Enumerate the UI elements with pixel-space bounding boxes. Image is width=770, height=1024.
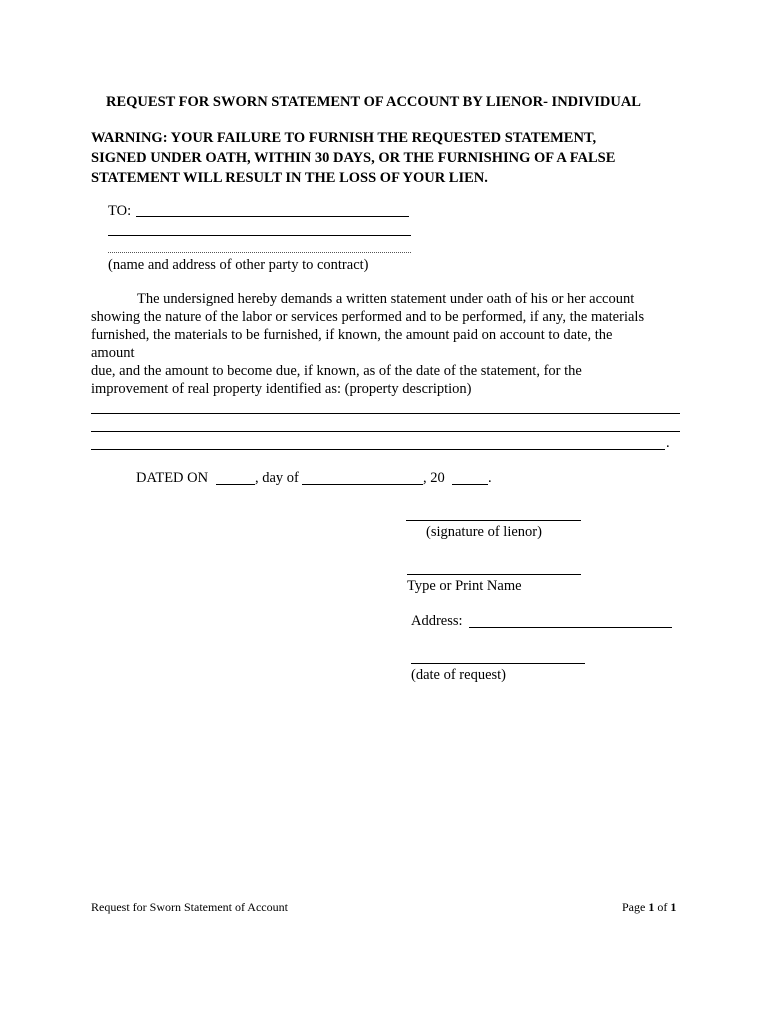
property-line-3[interactable] (91, 449, 665, 450)
print-name-line[interactable] (407, 574, 581, 575)
page-total: 1 (670, 900, 677, 914)
date-request-line[interactable] (411, 663, 585, 664)
address-label: Address: (411, 613, 463, 629)
to-address-line-2[interactable] (108, 252, 411, 253)
property-period: . (666, 435, 670, 451)
dated-month-line[interactable] (302, 484, 423, 485)
paragraph-line-5: due, and the amount to become due, if known, as of the date of the statement, for the (91, 363, 582, 379)
warning-block (91, 128, 615, 188)
page-current: 1 (648, 900, 655, 914)
to-address-line-1[interactable] (108, 235, 411, 236)
dated-year-prefix: , 20 (423, 470, 445, 486)
dated-prefix: DATED ON (136, 470, 209, 486)
signature-line[interactable] (406, 520, 581, 521)
paragraph-line-3: furnished, the materials to be furnished, if known, the amount paid on account to date, the (91, 327, 613, 343)
dated-day-line[interactable] (216, 484, 255, 485)
dated-suffix: . (488, 470, 492, 486)
to-caption: (name and address of other party to contract) (108, 257, 369, 273)
property-line-1[interactable] (91, 413, 680, 414)
dated-day-of: , day of (255, 470, 299, 486)
footer-title: Request for Sworn Statement of Account (91, 900, 288, 914)
page-prefix: Page (622, 900, 649, 914)
paragraph-line-1: The undersigned hereby demands a written statement under oath of his or her account (137, 291, 635, 307)
dated-year-line[interactable] (452, 484, 488, 485)
page-of: of (654, 900, 671, 914)
warning-line-3: STATEMENT WILL RESULT IN THE LOSS OF YOUR LIEN. (91, 170, 488, 186)
to-label: TO: (108, 203, 132, 219)
warning-line-1: WARNING: YOUR FAILURE TO FURNISH THE REQUESTED STATEMENT, (91, 130, 597, 146)
property-line-2[interactable] (91, 431, 680, 432)
demand-paragraph (91, 290, 644, 398)
to-name-line[interactable] (136, 216, 409, 217)
paragraph-line-4: amount (91, 345, 135, 361)
address-line[interactable] (469, 627, 672, 628)
signature-caption: (signature of lienor) (426, 524, 542, 540)
paragraph-line-2: showing the nature of the labor or services performed and to be performed, if any, the materials (91, 309, 645, 325)
paragraph-line-6: improvement of real property identified as: (property description) (91, 381, 472, 397)
page-number (622, 900, 676, 915)
warning-line-2: SIGNED UNDER OATH, WITHIN 30 DAYS, OR THE FURNISHING OF A FALSE (91, 150, 616, 166)
print-name-caption: Type or Print Name (407, 578, 522, 594)
document-title: REQUEST FOR SWORN STATEMENT OF ACCOUNT BY LIENOR- INDIVIDUAL (106, 94, 641, 110)
date-request-caption: (date of request) (411, 667, 507, 683)
